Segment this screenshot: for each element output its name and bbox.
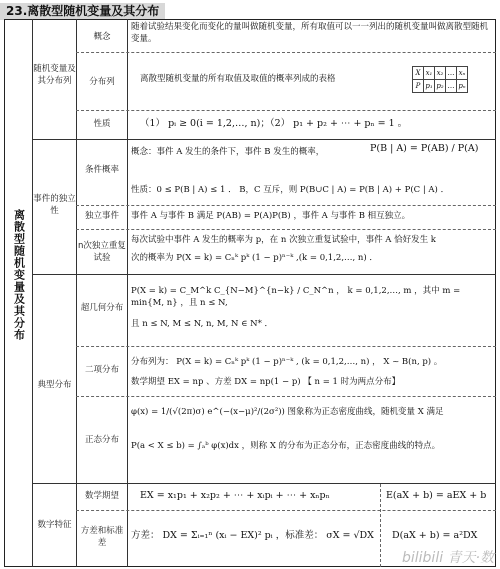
properties-text: （1） pᵢ ≥ 0(i = 1,2,…, n)；（2） p₁ + p₂ + ⋯ + pₙ = 1 。 [140,118,408,129]
binomial-text-2: 数学期望 EX = np 、方差 DX = np(1 − p) 【 n = 1 时为两点分布】 [131,377,401,387]
hypergeometric-text-2: 且 n ≤ N, M ≤ N, n, M, N ∈ N* ． [131,319,274,329]
main-label: 离散型随机变量及其分布 [12,209,26,341]
divider [76,396,496,397]
section-label-random-variable: 随机变量及其分布列 [33,64,76,86]
row-label-concept: 概念 [93,32,111,42]
normal-text-2: P(a < X ≤ b) = ∫ₐᵇ φ(x)dx ，则称 X 的分布为正态分布，正态密度曲线的特点。 [131,441,441,451]
row-label-expectation: 数学期望 [84,491,119,501]
watermark: bilibili 青天·数 [401,550,494,566]
divider [76,346,496,347]
section-label-numeric-features: 数字特征 [37,520,72,530]
table-cell: X [413,67,424,80]
distribution-table [412,66,468,93]
variance-linear: D(aX + b) = a²DX [392,530,478,541]
bernoulli-text-2: 次的概率为 P(X = k) = Cₙᵏ pᵏ (1 − p)ⁿ⁻ᵏ ,(k = 0,1,2,…, n) ． [131,253,378,263]
concept-text: 随着试验结果变化而变化的量叫做随机变量，所有取值可以一一列出的随机变量叫做离散型随机变量。 [131,22,489,44]
table-cell: x₁ [424,67,435,80]
expectation-formula: EX = x₁p₁ + x₂p₂ + ⋯ + xᵢpᵢ + ⋯ + xₙpₙ [140,490,330,501]
row-label-bernoulli: n次独立重复试验 [78,241,126,263]
table-cell: P [413,80,424,93]
row-label-conditional: 条件概率 [84,165,119,175]
conditional-text: 概念：事件 A 发生的条件下，事件 B 发生的概率， [131,147,325,157]
divider [76,52,496,53]
divider [380,484,381,567]
page-title: 23.离散型随机变量及其分布 [0,3,165,20]
row-label-variance: 方差和标准差 [80,526,124,548]
variance-formula: 方差： DX = Σᵢ₌₁ⁿ (xᵢ − EX)² pᵢ ，标准差： σX = √DX [131,530,374,541]
divider [76,110,496,111]
divider [32,483,496,484]
expectation-linear: E(aX + b) = aEX + b [386,490,487,501]
table-cell: … [446,80,457,93]
divider [32,274,496,275]
row-label-independent-events: 独立事件 [84,211,119,221]
independent-events-text: 事件 A 与事件 B 满足 P(AB) = P(A)P(B) ，事件 A 与事件 B 相互独立。 [131,211,411,221]
divider [76,510,496,511]
divider [32,139,496,140]
table-cell: p₁ [424,80,435,93]
row-label-distribution: 分布列 [89,77,115,87]
row-label-binomial: 二项分布 [84,365,119,375]
distribution-text: 离散型随机变量的所有取值及取值的概率列成的表格 [140,74,336,84]
section-label-typical: 典型分布 [37,380,72,390]
table-cell: x₂ [435,67,446,80]
divider [76,205,496,206]
row-label-normal: 正态分布 [84,435,119,445]
row-label-hypergeometric: 超几何分布 [80,303,124,313]
table-cell: … [446,67,457,80]
row-label-properties: 性质 [93,119,111,129]
conditional-formula: P(B | A) = P(AB) / P(A) [370,143,479,154]
bernoulli-text-1: 每次试验中事件 A 发生的概率为 p，在 n 次独立重复试验中，事件 A 恰好发生 k [131,235,436,245]
normal-text-1: φ(x) = 1/(√(2π)σ) e^(−(x−μ)²/(2σ²)) 图象称为正态密度曲线，随机变量 X 满足 [131,407,444,417]
title-bar [0,0,500,17]
divider [127,19,128,567]
hypergeometric-text-1: P(X = k) = C_M^k C_{N−M}^{n−k} / C_N^n ， k = 0,1,2,…, m ，其中 m = min{M, n} ，且 n ≤ N, [131,286,461,308]
binomial-text-1: 分布列为： P(X = k) = Cₙᵏ pᵏ (1 − p)ⁿ⁻ᵏ , (k = 0,1,2,…, n) ， X ~ B(n, p) 。 [131,357,443,367]
table-cell: xₙ [457,67,468,80]
conditional-properties: 性质：0 ≤ P(B | A) ≤ 1 ． B，C 互斥，则 P(B∪C | A) = P(B | A) + P(C | A) ． [131,185,450,195]
section-label-independence: 事件的独立性 [33,194,76,216]
table-cell: pₙ [457,80,468,93]
table-cell: p₂ [435,80,446,93]
divider [76,229,496,230]
